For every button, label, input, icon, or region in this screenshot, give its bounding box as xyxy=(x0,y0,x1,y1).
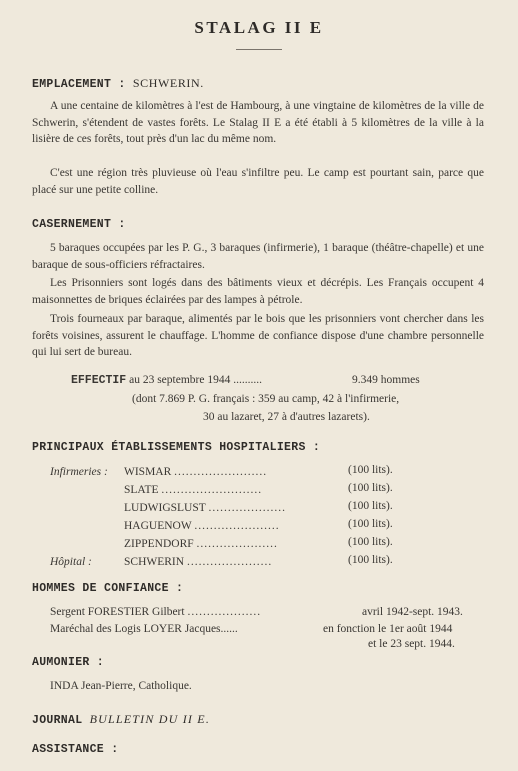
hospital-name: LUDWIGSLUST xyxy=(124,502,206,514)
infirmeries-label: Infirmeries : xyxy=(50,466,108,478)
leader-dots: ..................... xyxy=(196,538,278,550)
leader-dots: ................... xyxy=(187,606,262,618)
aumonier-value: INDA Jean-Pierre, Catholique. xyxy=(50,680,192,692)
emplacement-label: EMPLACEMENT : xyxy=(32,78,126,91)
emplacement-value: SCHWERIN. xyxy=(132,76,204,90)
hospital-row xyxy=(124,464,267,480)
hopital-label: Hôpital : xyxy=(50,556,92,568)
hospital-name: SCHWERIN xyxy=(124,556,185,568)
confiance-period: en fonction le 1er août 1944 xyxy=(323,623,453,635)
leader-dots: ........................ xyxy=(174,466,268,478)
page-title: STALAG II E xyxy=(194,18,324,37)
hospital-beds: (100 lits). xyxy=(348,500,393,512)
hospital-beds: (100 lits). xyxy=(348,536,393,548)
effectif-label: EFFECTIF xyxy=(71,374,127,387)
confiance-name: Sergent FORESTIER Gilbert xyxy=(50,606,185,618)
hospital-row xyxy=(124,518,280,534)
journal-label: JOURNAL xyxy=(32,714,83,727)
confiance-period: avril 1942-sept. 1943. xyxy=(362,606,463,618)
leader-dots: .................... xyxy=(208,502,286,514)
hospital-name: SLATE xyxy=(124,484,159,496)
effectif-line xyxy=(71,372,262,389)
hospital-row xyxy=(124,554,272,570)
leader-dots: ...................... xyxy=(186,556,273,568)
casernement-heading: CASERNEMENT : xyxy=(32,218,126,231)
hospital-beds: (100 lits). xyxy=(348,482,393,494)
hospital-name: ZIPPENDORF xyxy=(124,538,194,550)
leader-dots: .......................... xyxy=(161,484,263,496)
confiance-period: et le 23 sept. 1944. xyxy=(368,638,455,650)
confiance-person xyxy=(50,604,261,620)
hospital-row xyxy=(124,482,262,498)
casernement-paragraph-3: Trois fourneaux par baraque, alimentés par le bois que les prisonniers vont chercher dans les forêts voisines, assurent le chauffage. L'homme de confiance dispose d'une chambre personnelle qui lui sert de bureau. xyxy=(32,313,484,358)
effectif-detail-2: 30 au lazaret, 27 à d'autres lazarets). xyxy=(203,411,370,423)
leader-dots: ...................... xyxy=(194,520,280,532)
emplacement-heading xyxy=(32,76,204,91)
title-underline xyxy=(236,49,282,50)
journal-value: BULLETIN DU II E. xyxy=(89,712,211,726)
hospital-beds: (100 lits). xyxy=(348,554,393,566)
effectif-count: 9.349 hommes xyxy=(352,374,420,386)
hospital-beds: (100 lits). xyxy=(348,464,393,476)
hospital-beds: (100 lits). xyxy=(348,518,393,530)
casernement-paragraph-2: Les Prisonniers sont logés dans des bâtiments vieux et décrépis. Les Français occupent 4 maisonnettes de briques éclairées par des lampes à pétrole. xyxy=(32,277,484,306)
casernement-paragraph-1: 5 baraques occupées par les P. G., 3 baraques (infirmerie), 1 baraque (théâtre-chapelle) et une baraque de sous-officiers réfractaires. xyxy=(32,242,484,271)
confiance-person: Maréchal des Logis LOYER Jacques...... xyxy=(50,623,238,635)
hospitaliers-heading: PRINCIPAUX ÉTABLISSEMENTS HOSPITALIERS : xyxy=(32,441,321,454)
hospital-row xyxy=(124,500,286,516)
hospital-name: HAGUENOW xyxy=(124,520,192,532)
hospital-row xyxy=(124,536,278,552)
effectif-date: au 23 septembre 1944 .......... xyxy=(129,374,262,386)
journal-heading xyxy=(32,712,210,727)
effectif-detail-1: (dont 7.869 P. G. français : 359 au camp, 42 à l'infirmerie, xyxy=(132,393,400,405)
emplacement-paragraph-1: A une centaine de kilomètres à l'est de Hambourg, à une vingtaine de kilomètres de la ville de Schwerin, s'étendent de vastes forêts. Le Stalag II E a été établi à 5 kilomètres de la ville à la lisière de ces forêts, tout près d'un lac du même nom. xyxy=(32,100,484,145)
confiance-heading: HOMMES DE CONFIANCE : xyxy=(32,582,184,595)
hospital-name: WISMAR xyxy=(124,466,172,478)
assistance-heading: ASSISTANCE : xyxy=(32,743,119,756)
emplacement-paragraph-2: C'est une région très pluvieuse où l'eau s'infiltre peu. Le camp est pourtant sain, parce que placé sur une petite colline. xyxy=(32,167,484,196)
aumonier-heading: AUMONIER : xyxy=(32,656,105,669)
